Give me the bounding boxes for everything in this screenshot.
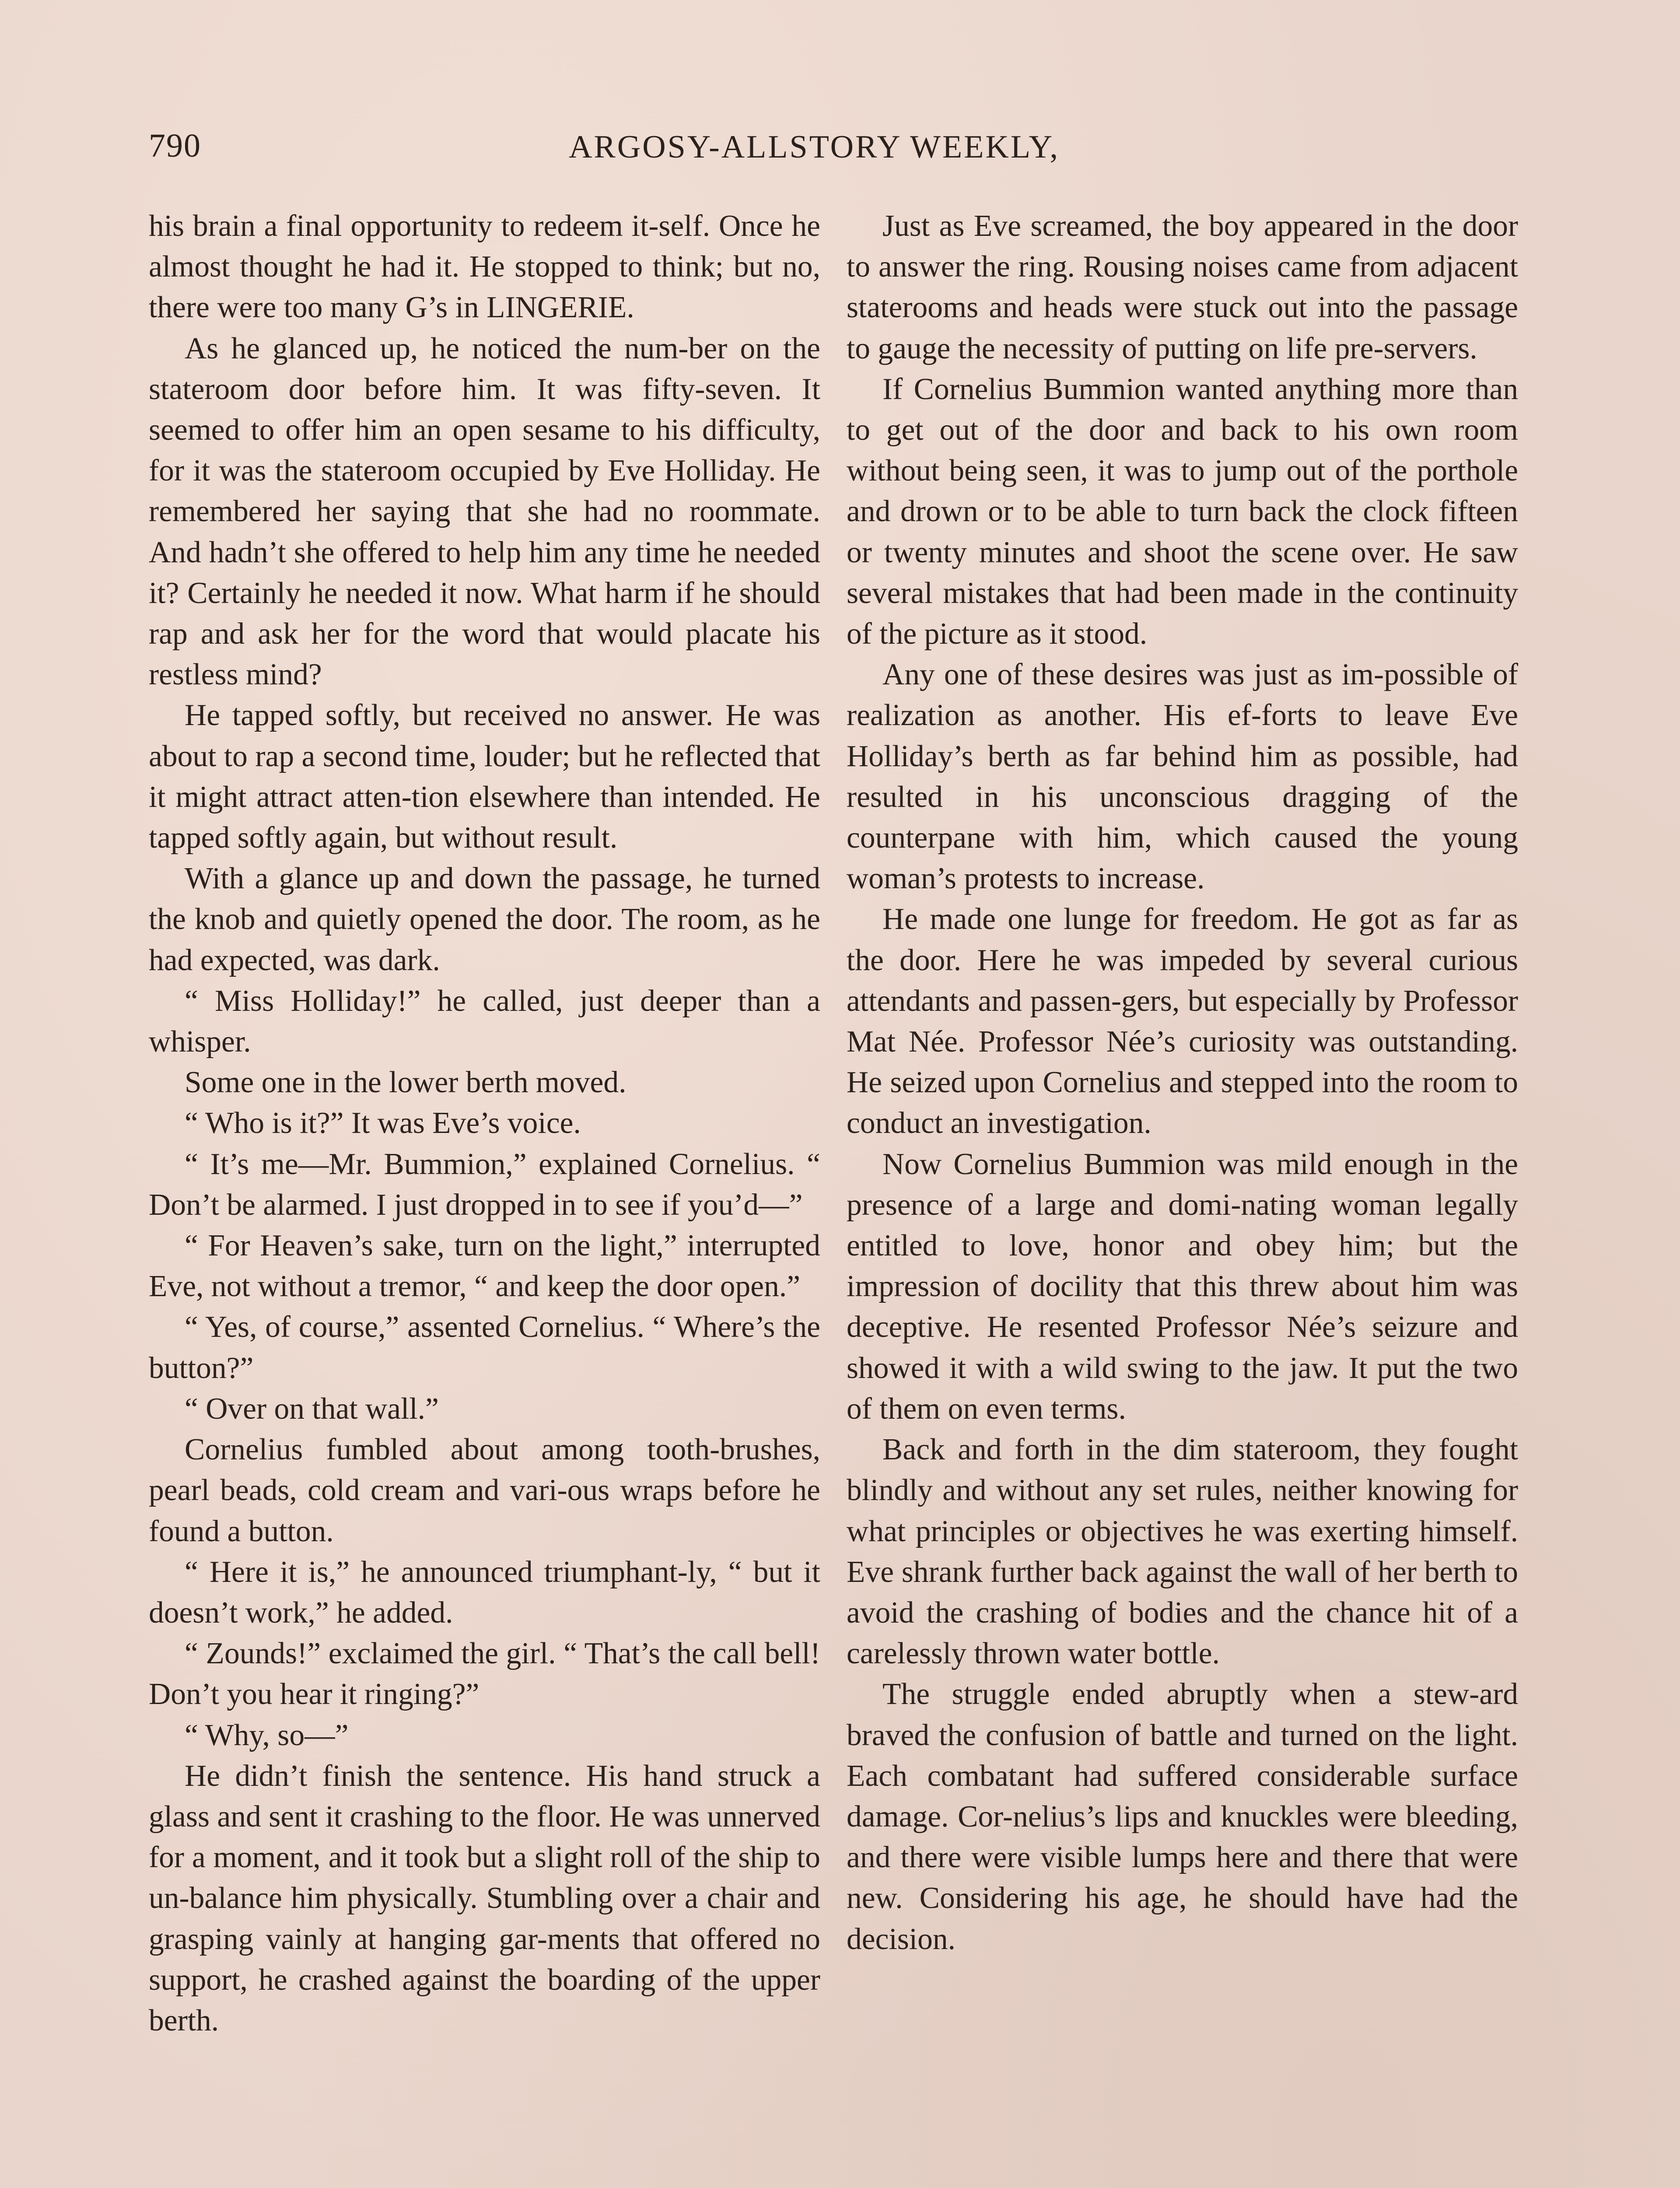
paragraph: As he glanced up, he noticed the num-ber on the stateroom door before him. It was fifty-seven. It seemed to offer him an open sesame to his difficulty, for it was the stateroom occupied by Eve Holliday. He remembered her saying that she had no roommate. And hadn’t she offered to help him any time he needed it? Certainly he needed it now. What harm if he should rap and ask her for the word that would placate his restless mind? [149, 331, 820, 692]
paragraph: Just as Eve screamed, the boy appeared in the door to answer the ring. Rousing noises came from adjacent staterooms and heads were stuck out into the passage to gauge the necessity of putting on life pre-servers. [847, 209, 1518, 365]
right-column [847, 206, 1518, 1960]
page-header [149, 127, 1531, 179]
paragraph: Some one in the lower berth moved. [185, 1066, 626, 1100]
paragraph: He tapped softly, but received no answer. He was about to rap a second time, louder; but he reflected that it might attract atten-tion elsewhere than intended. He tapped softly again, but without result. [149, 698, 820, 855]
paragraph: “ Who is it?” It was Eve’s voice. [185, 1106, 581, 1140]
paragraph: Any one of these desires was just as im-possible of realization as another. His ef-forts to leave Eve Holliday’s berth as far behind him as possible, had resulted in his unconscious dragging of the counterpane with him, which caused the young woman’s protests to increase. [847, 658, 1518, 896]
paragraph: Now Cornelius Bummion was mild enough in the presence of a large and domi-nating woman legally entitled to love, honor and obey him; but the impression of docility that this threw about him was deceptive. He resented Professor Née’s seizure and showed it with a wild swing to the jaw. It put the two of them on even terms. [847, 1147, 1518, 1426]
paragraph: “ Yes, of course,” assented Cornelius. “ Where’s the button?” [149, 1310, 820, 1385]
paragraph: “ For Heaven’s sake, turn on the light,” interrupted Eve, not without a tremor, “ and keep the door open.” [149, 1229, 820, 1304]
paragraph: With a glance up and down the passage, he turned the knob and quietly opened the door. The room, as he had expected, was dark. [149, 862, 820, 977]
paragraph: Back and forth in the dim stateroom, they fought blindly and without any set rules, neither knowing for what principles or objectives he was exerting himself. Eve shrank further back against the wall of her berth to avoid the crashing of bodies and the chance hit of a carelessly thrown water bottle. [847, 1433, 1518, 1671]
paragraph: “ Over on that wall.” [185, 1392, 439, 1426]
paragraph: his brain a final opportunity to redeem it-self. Once he almost thought he had it. He stopped to think; but no, there were too many G’s in LINGERIE. [149, 209, 820, 325]
paragraph: “ Miss Holliday!” he called, just deeper than a whisper. [149, 984, 820, 1059]
running-title: ARGOSY-ALLSTORY WEEKLY, [569, 129, 1060, 165]
paragraph: “ It’s me—Mr. Bummion,” explained Cornelius. “ Don’t be alarmed. I just dropped in to see if you’d—” [149, 1147, 820, 1222]
paragraph: He made one lunge for freedom. He got as far as the door. Here he was impeded by several curious attendants and passen-gers, but especially by Professor Mat Née. Professor Née’s curiosity was outstanding. He seized upon Cornelius and stepped into the room to conduct an investigation. [847, 902, 1518, 1140]
paragraph: The struggle ended abruptly when a stew-ard braved the confusion of battle and turned on the light. Each combatant had suffered considerable surface damage. Cor-nelius’s lips and knuckles were bleeding, and there were visible lumps here and there that were new. Considering his age, he should have had the decision. [847, 1677, 1518, 1956]
paragraph: “ Here it is,” he announced triumphant-ly, “ but it doesn’t work,” he added. [149, 1555, 820, 1630]
paragraph: He didn’t finish the sentence. His hand struck a glass and sent it crashing to the floor. He was unnerved for a moment, and it took but a slight roll of the ship to un-balance him physically. Stumbling over a chair and grasping vainly at hanging gar-ments that offered no support, he crashed against the boarding of the upper berth. [149, 1759, 820, 2037]
left-column [149, 206, 820, 2041]
paragraph: If Cornelius Bummion wanted anything more than to get out of the door and back to his own room without being seen, it was to jump out of the porthole and drown or to be able to turn back the clock fifteen or twenty minutes and shoot the scene over. He saw several mistakes that had been made in the continuity of the picture as it stood. [847, 372, 1518, 651]
paragraph: “ Why, so—” [185, 1718, 349, 1752]
paragraph: “ Zounds!” exclaimed the girl. “ That’s the call bell! Don’t you hear it ringing?” [149, 1637, 820, 1711]
paragraph: Cornelius fumbled about among tooth-brushes, pearl beads, cold cream and vari-ous wraps before he found a button. [149, 1433, 820, 1548]
page-number: 790 [149, 127, 201, 164]
